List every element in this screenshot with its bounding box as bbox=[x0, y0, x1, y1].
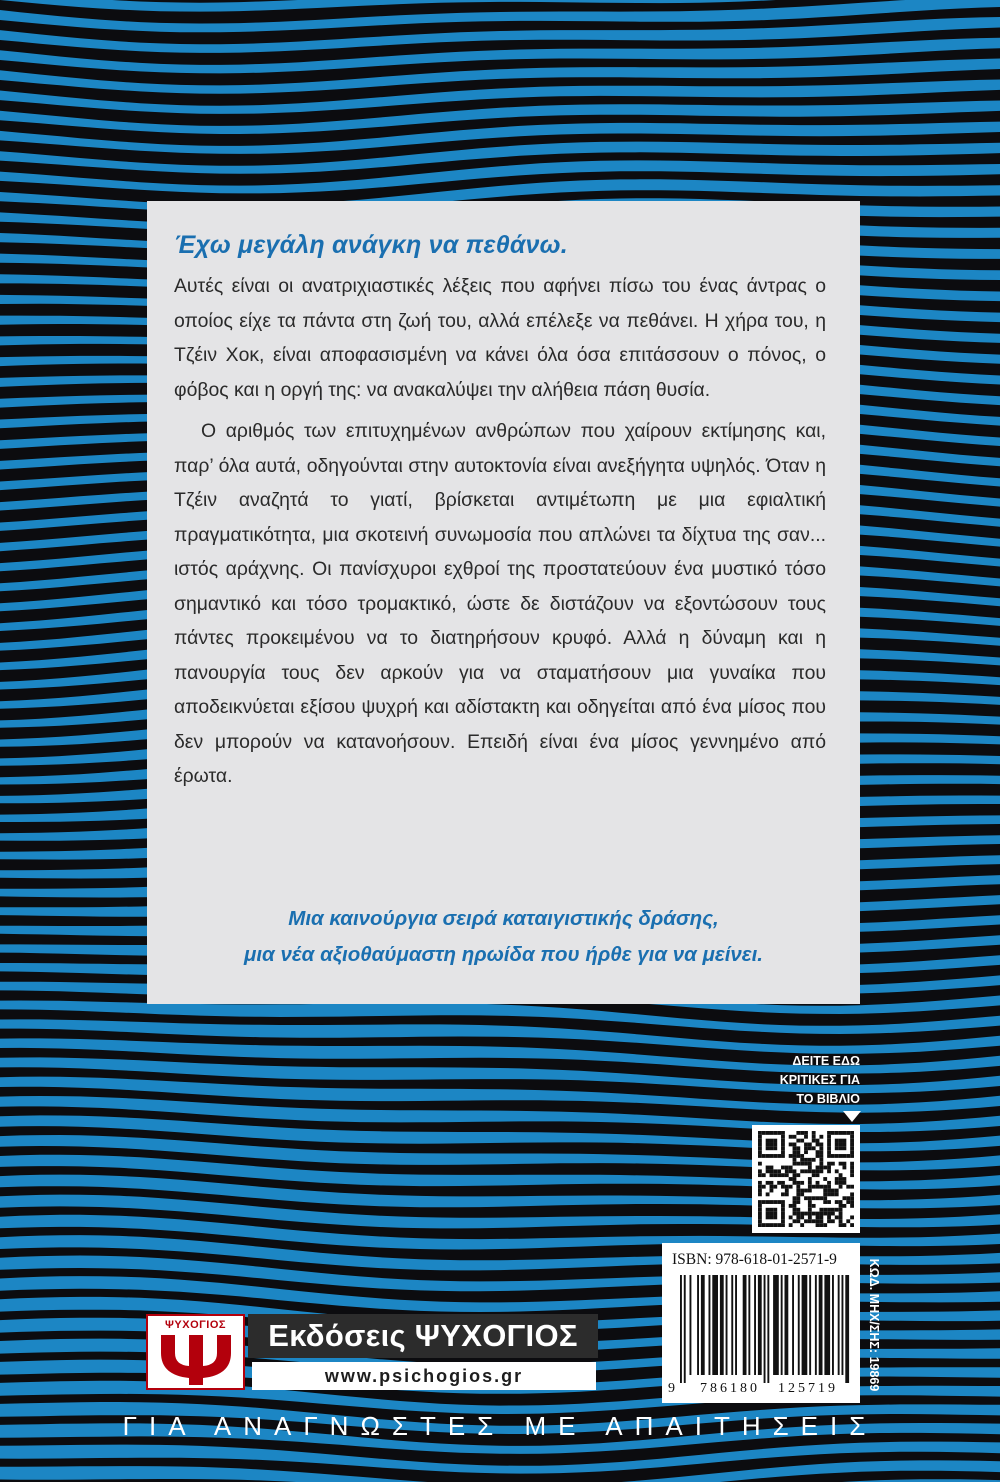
blurb-paragraph: Αυτές είναι οι ανατριχιαστικές λέξεις που αφήνει πίσω του ένας άντρας ο οποίος είχε τα πάντα στη ζωή του, αλλά επέλεξε να πεθάνει. Η χήρα του, η Τζέιν Χοκ, είναι αποφασισμένη να κάνει όλα όσα επιτάσσουν ο πόνος, ο φόβος και η οργή της: να ανακαλύψει την αλήθεια πάση θυσία. bbox=[174, 275, 826, 401]
barcode-bars bbox=[662, 1243, 860, 1403]
blurb-body bbox=[174, 269, 826, 801]
publisher-name: Εκδόσεις ΨΥΧΟΓΙΟΣ bbox=[248, 1314, 598, 1358]
product-code-text: ΚΩΔ. ΜΗΧ/ΣΗΣ: 19869 bbox=[867, 1258, 881, 1392]
blurb-heading: Έχω μεγάλη ανάγκη να πεθάνω. bbox=[174, 231, 568, 259]
qr-code[interactable] bbox=[752, 1125, 860, 1233]
blurb-panel bbox=[147, 201, 860, 1004]
publisher-logo-text: ΨΥΧΟΓΙΟΣ bbox=[165, 1319, 226, 1331]
reviews-prompt-line-2: ΚΡΙΤΙΚΕΣ ΓΙΑ bbox=[779, 1073, 860, 1087]
reviews-prompt bbox=[752, 1052, 860, 1109]
blurb-tagline bbox=[147, 901, 860, 973]
reviews-prompt-line-1: ΔΕΙΤΕ ΕΔΩ bbox=[792, 1054, 860, 1068]
barcode-digits-left: 786180 bbox=[700, 1381, 760, 1396]
product-code bbox=[863, 1245, 885, 1405]
isbn-barcode bbox=[662, 1243, 860, 1403]
blurb-paragraph: Ο αριθμός των επιτυχημένων ανθρώπων που χαίρουν εκτίμησης και, παρ’ όλα αυτά, οδηγούνται στην αυτοκτονία είναι ανεξήγητα υψηλός. Όταν η Τζέιν αναζητά το γιατί, βρίσκεται αντιμέτωπη με μια εφιαλτική πραγματικότητα, μια σκοτεινή συνωμοσία που απλώνει τα δίχτυα της σαν... ιστός αράχνης. Οι πανίσχυροι εχθροί της προστατεύουν ένα μυστικό τόσο σημαντικό και τόσο τρομακτικό, ώστε δε διστάζουν να εξοντώσουν τους πάντες προκειμένου να το διατηρήσουν κρυφό. Αλλά η δύναμη και η πανουργία τους δεν αρκούν για να σταματήσουν μια γυναίκα που αποδεικνύεται εξίσου ψυχρή και αδίστακτη και οδηγείται από ένα μίσος που δεν μπορούν να κατανοήσουν. Επειδή είναι ένα μίσος γεννημένο από έρωτα. bbox=[174, 420, 826, 787]
qr-code-icon bbox=[752, 1125, 860, 1233]
publisher-website[interactable]: www.psichogios.gr bbox=[252, 1362, 596, 1390]
isbn-label: ISBN: 978-618-01-2571-9 bbox=[672, 1251, 837, 1268]
publisher-slogan: ΓΙΑ ΑΝΑΓΝΩΣΤΕΣ ΜΕ ΑΠΑΙΤΗΣΕΙΣ bbox=[122, 1411, 878, 1441]
barcode-digit-first: 9 bbox=[668, 1381, 675, 1396]
reviews-prompt-line-3: ΤΟ ΒΙΒΛΙΟ bbox=[796, 1092, 860, 1106]
psi-logo-icon bbox=[157, 1333, 235, 1387]
tagline-line-1: Μια καινούργια σειρά καταιγιστικής δράσης, bbox=[288, 907, 719, 930]
barcode-digits-right: 125719 bbox=[778, 1381, 838, 1396]
tagline-line-2: μια νέα αξιοθαύμαστη ηρωίδα που ήρθε για να μείνει. bbox=[243, 943, 764, 966]
arrow-down-icon bbox=[843, 1111, 861, 1122]
publisher-logo bbox=[146, 1314, 245, 1390]
